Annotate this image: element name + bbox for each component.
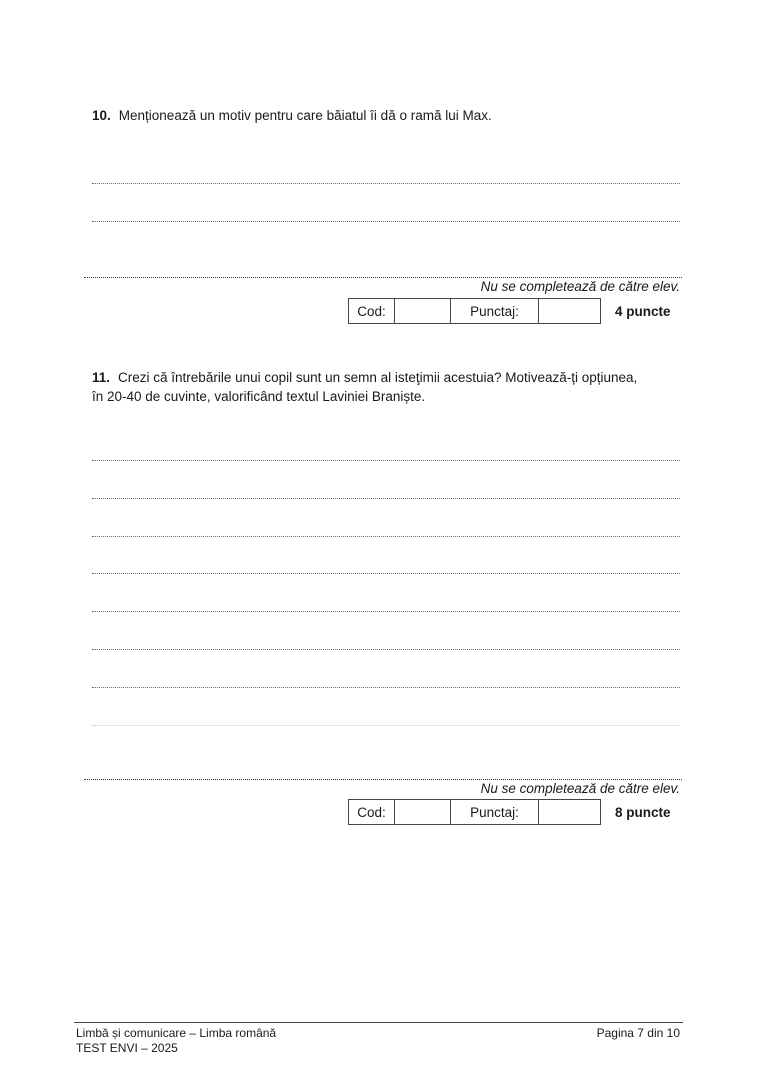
answer-line[interactable] xyxy=(92,687,680,688)
footer-test: TEST ENVI – 2025 xyxy=(76,1041,178,1055)
grading-note: Nu se completează de către elev. xyxy=(480,279,680,294)
answer-line[interactable] xyxy=(92,573,680,574)
answer-line[interactable] xyxy=(92,725,680,726)
code-box xyxy=(395,299,451,324)
grading-table xyxy=(348,799,671,825)
answer-line[interactable] xyxy=(92,221,680,222)
score-box xyxy=(539,800,601,825)
footer-rule xyxy=(74,1022,683,1023)
question-number: 10. xyxy=(92,108,111,123)
question-text: Menționează un motiv pentru care băiatul îi dă o ramă lui Max. xyxy=(118,108,492,123)
code-label: Cod: xyxy=(349,299,395,324)
question-10 xyxy=(92,106,492,125)
answer-line[interactable] xyxy=(92,460,680,461)
footer-page-number: Pagina 7 din 10 xyxy=(596,1026,680,1040)
footer-subject: Limbă și comunicare – Limba română xyxy=(76,1026,277,1040)
points-label: 4 puncte xyxy=(615,303,671,319)
score-box xyxy=(539,299,601,324)
score-label: Punctaj: xyxy=(451,299,539,324)
question-number: 11. xyxy=(92,370,111,385)
grading-separator xyxy=(84,779,682,780)
code-label: Cod: xyxy=(349,800,395,825)
answer-line[interactable] xyxy=(92,611,680,612)
score-label: Punctaj: xyxy=(451,800,539,825)
answer-line[interactable] xyxy=(92,536,680,537)
grading-table xyxy=(348,298,671,324)
question-text-line-2: în 20-40 de cuvinte, valorificând textul Laviniei Braniște. xyxy=(92,389,426,404)
answer-line[interactable] xyxy=(92,498,680,499)
points-label: 8 puncte xyxy=(615,804,671,820)
answer-line[interactable] xyxy=(92,183,680,184)
grading-note: Nu se completează de către elev. xyxy=(480,781,680,796)
answer-line[interactable] xyxy=(92,649,680,650)
footer-left xyxy=(76,1026,276,1056)
question-text-line-1: Crezi că întrebările unui copil sunt un semn al isteţimii acestuia? Motivează-ți opțiunea, xyxy=(118,370,638,385)
code-box xyxy=(395,800,451,825)
question-11 xyxy=(92,368,692,406)
grading-separator xyxy=(84,277,682,278)
